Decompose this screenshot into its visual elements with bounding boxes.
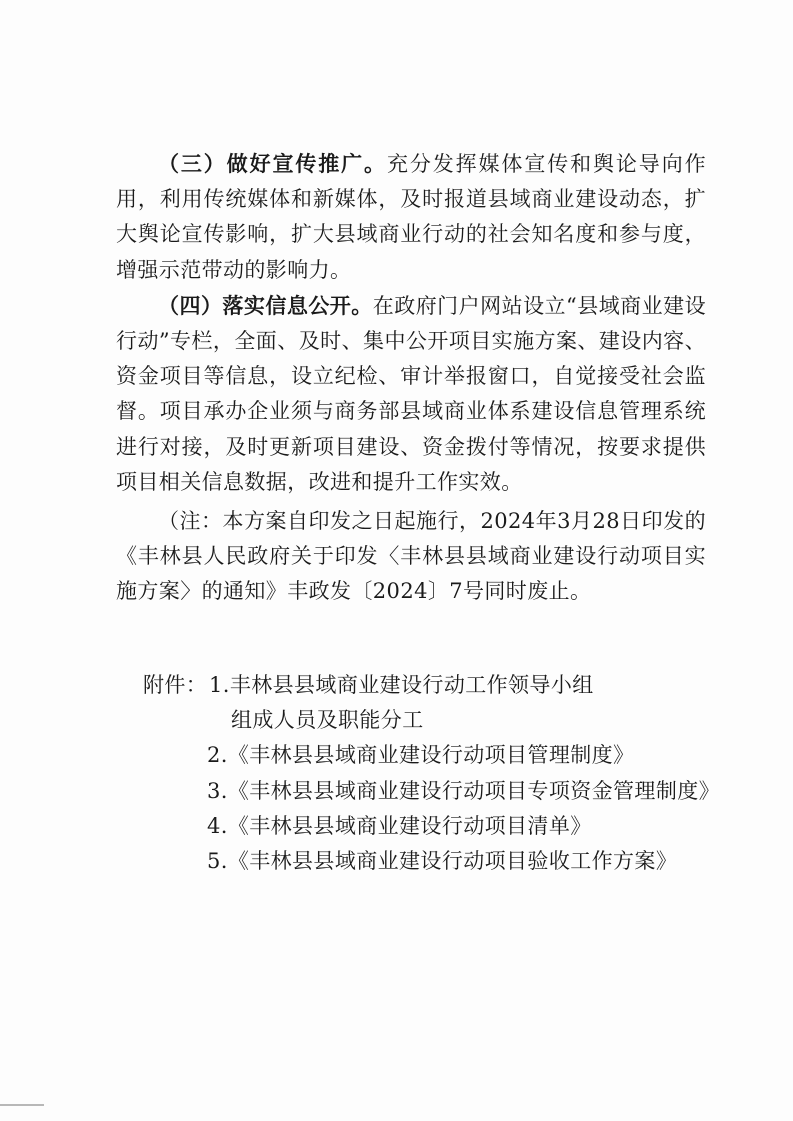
paragraph-publicity [116,146,706,288]
paragraph-heading: （四）落实信息公开。 [158,292,373,318]
paragraph-text: 在政府门户网站设立“县域商业建设行动”专栏，全面、及时、集中公开项目实施方案、建设内容、资金项目等信息，设立纪检、审计举报窗口，自觉接受社会监督。项目承办企业须与商务部县域商业体系建设信息管理系统进行对接，及时更新项目建设、资金拨付等情况，按要求提供项目相关信息数据，改进和提升工作实效。 [116,293,707,494]
attachments-list [143,668,723,879]
paragraph-info-disclosure [116,288,706,500]
document-body [116,146,706,610]
attachment-item: 3.《丰林县县域商业建设行动项目专项资金管理制度》 [207,778,721,803]
paragraph-text: 充分发挥媒体宣传和舆论导向作用，利用传统媒体和新媒体，及时报道县域商业建设动态，扩大舆论宣传影响，扩大县域商业行动的社会知名度和参与度，增强示范带动的影响力。 [116,152,706,282]
attachment-item-text: 1.丰林县县域商业建设行动工作领导小组 [209,673,594,697]
attachment-item: 4.《丰林县县域商业建设行动项目清单》 [207,813,592,838]
attachment-item: 5.《丰林县县域商业建设行动项目验收工作方案》 [207,849,678,874]
attachment-item [143,668,723,703]
note-paragraph: （注：本方案自印发之日起施行，2024年3月28日印发的《丰林县人民政府关于印发〈丰林县县域商业建设行动项目实施方案〉的通知》丰政发〔2024〕7号同时废止。 [116,509,706,604]
attachments-label: 附件： [143,673,208,697]
attachment-item-continuation: 组成人员及职能分工 [231,708,424,733]
paragraph-heading: （三）做好宣传推广。 [158,151,387,176]
scan-edge-mark [0,1104,44,1106]
attachment-item: 2.《丰林县县域商业建设行动项目管理制度》 [207,743,635,768]
